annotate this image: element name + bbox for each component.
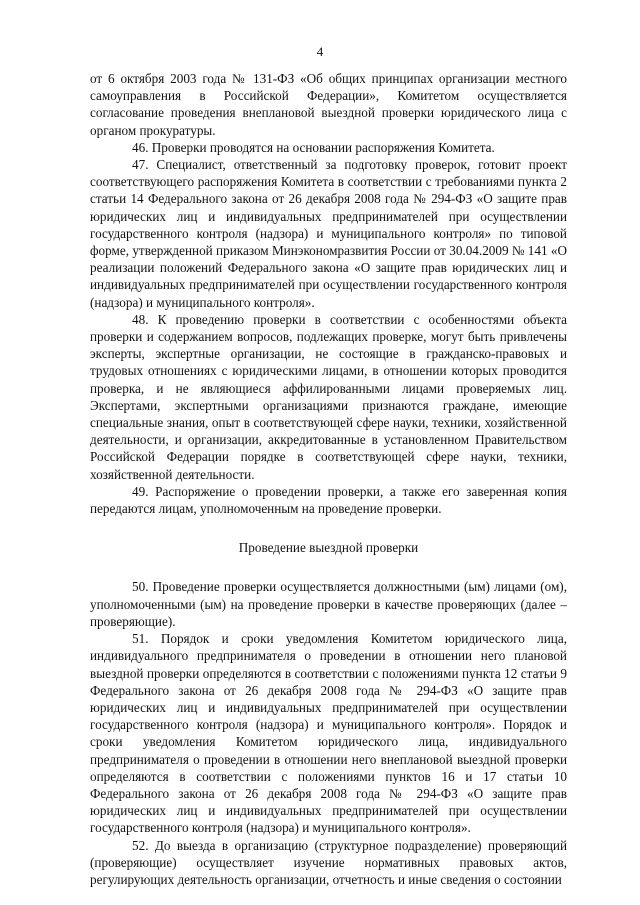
- paragraph-group-bottom: [90, 578, 567, 888]
- page-number: 4: [316, 44, 324, 59]
- paragraph-50: 50. Проведение проверки осуществляется должностными (ым) лицами (ом), уполномоченными (ым) на проведение проверки в качестве проверяющих (далее – проверяющие).: [90, 579, 567, 629]
- section-heading: Проведение выездной проверки: [238, 540, 419, 556]
- paragraph-51: 51. Порядок и сроки уведомления Комитетом юридического лица, индивидуального предпринимателя о проведении в отношении него плановой выездной проверки определяются в соответствии с положениями пункта 12 статьи 9 Федерального закона от 26 декабря 2008 года № 294-ФЗ «О защите прав юридических лиц и индивидуальных предпринимателей при осуществлении государственного контроля (надзора) и муниципального контроля». Порядок и сроки уведомления Комитетом юридического лица, индивидуального предпринимателя о проведении в отношении него внеплановой выездной проверки определяются в соответствии с положениями пунктов 16 и 17 статьи 10 Федерального закона от 26 декабря 2008 года № 294-ФЗ «О защите прав юридических лиц и индивидуальных предпринимателей при осуществлении государственного контроля (надзора) и муниципального контроля».: [90, 631, 567, 836]
- paragraph-52: 52. До выезда в организацию (структурное подразделение) проверяющий (проверяющие) осуществляет изучение нормативных правовых актов, регулирующих деятельность организации, отчетность и иные сведения о состоянии: [90, 837, 567, 887]
- document-body: [90, 70, 567, 888]
- paragraph-group-top: [90, 70, 567, 517]
- paragraph-continuation: от 6 октября 2003 года № 131-ФЗ «Об общих принципах организации местного самоуправления в Российской Федерации», Комитетом осуществляется согласование проведения внеплановой выездной проверки юридического лица с органом прокуратуры.: [90, 71, 567, 138]
- paragraph-47: 47. Специалист, ответственный за подготовку проверок, готовит проект соответствующего распоряжения Комитета в соответствии с требованиями пункта 2 статьи 14 Федерального закона от 26 декабря 2008 года № 294-ФЗ «О защите прав юридических лиц и индивидуальных предпринимателей при осуществлении государственного контроля (надзора) и муниципального контроля» по типовой форме, утвержденной приказом Минэкономразвития России от 30.04.2009 № 141 «О реализации положений Федерального закона «О защите прав юридических лиц и индивидуальных предпринимателей при осуществлении государственного контроля (надзора) и муниципального контроля».: [90, 157, 567, 310]
- paragraph-48: 48. К проведению проверки в соответствии с особенностями объекта проверки и содержанием вопросов, подлежащих проверке, могут быть привлечены эксперты, экспертные организации, не состоящие в гражданско-правовых и трудовых отношениях с юридическими лицами, в отношении которых проводится проверка, и не являющиеся аффилированными лицами проверяемых лиц. Экспертами, экспертными организациями признаются граждане, имеющие специальные знания, опыт в соответствующей сфере науки, техники, хозяйственной деятельности, и организации, аккредитованные в установленном Правительством Российской Федерации порядке в соответствующей сфере науки, техники, хозяйственной деятельности.: [90, 311, 567, 482]
- paragraph-49: 49. Распоряжение о проведении проверки, а также его заверенная копия передаются лицам, уполномоченным на проведение проверки.: [90, 483, 567, 517]
- paragraph-46: 46. Проверки проводятся на основании распоряжения Комитета.: [132, 139, 495, 155]
